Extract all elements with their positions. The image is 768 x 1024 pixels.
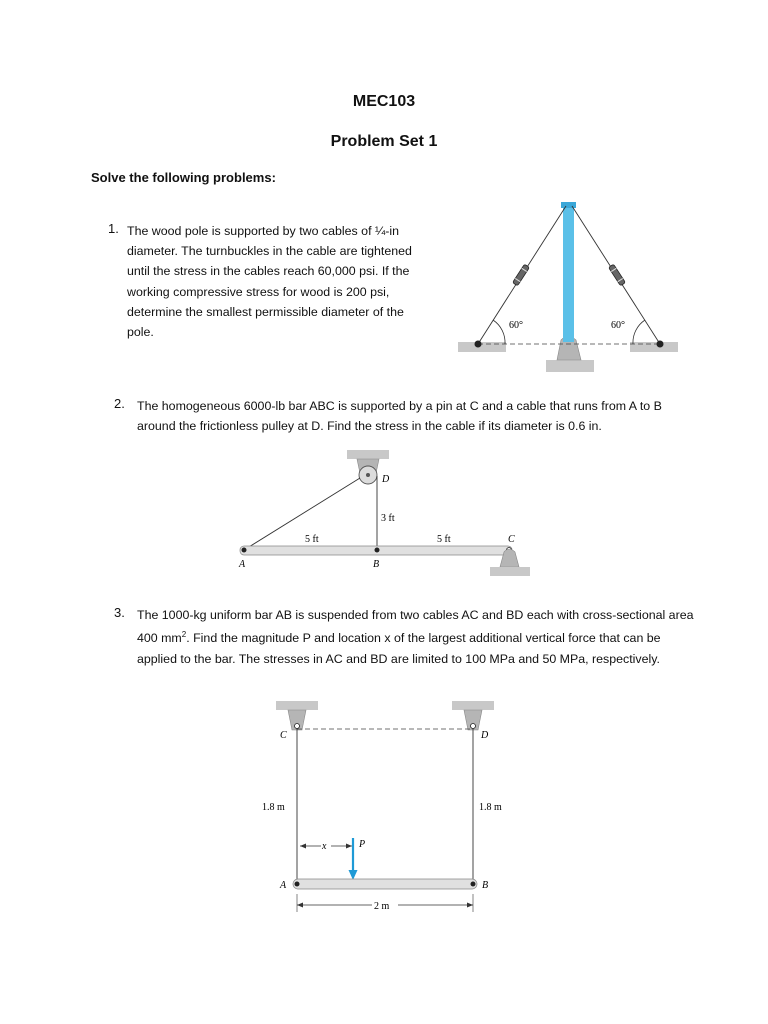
span-label: 2 m	[374, 901, 390, 912]
x-arrow-right	[346, 844, 352, 849]
ceiling-d	[452, 701, 494, 710]
problem-3-text-main: The 1000-kg uniform bar AB is suspended from two cables AC and BD each with cross-sectional area 400 mm	[137, 608, 694, 646]
problem-1-text: The wood pole is supported by two cables of ¼-in diameter. The turnbuckles in the cable are tightened until the stress in the cables reach 60,000 psi. If the working compressive stress for wood is 200 psi, determine the smallest permissible diameter of the pole.	[127, 224, 412, 340]
label-x: x	[322, 841, 327, 852]
label-b3: B	[482, 880, 489, 891]
problem-3-text-sup: 2	[181, 630, 187, 640]
bar-ab	[293, 879, 477, 889]
span-arrow-right	[467, 903, 473, 908]
dim-left: 5 ft	[305, 534, 319, 545]
label-c: C	[508, 534, 515, 545]
angle-label-right: 60°	[611, 320, 625, 331]
label-p: P	[359, 839, 366, 850]
angle-label-left: 60°	[509, 320, 523, 331]
problem-3-number: 3.	[114, 605, 125, 620]
point-b3	[471, 882, 476, 887]
problem-2-text: The homogeneous 6000-lb bar ABC is supported by a pin at C and a cable that runs from A to B around the frictionless pulley at D. Find the stress in the cable if its diameter is 0.6 in.	[137, 399, 662, 434]
span-arrow-left	[297, 903, 303, 908]
label-a: A	[239, 559, 246, 570]
force-p-arrowhead	[349, 870, 358, 880]
label-d: D	[382, 474, 390, 485]
problem-3-text-tail: . Find the magnitude P and location x of the largest additional vertical force that can be applied to the bar. The stresses in AC and BD are limited to 100 MPa and 50 MPa, respectively.	[137, 631, 661, 666]
label-a3: A	[280, 880, 287, 891]
problem-1-number: 1.	[108, 221, 119, 236]
problem-2-number: 2.	[114, 396, 125, 411]
point-a3	[295, 882, 300, 887]
instructions: Solve the following problems:	[91, 170, 276, 185]
dim-right: 5 ft	[437, 534, 451, 545]
ceiling-c	[276, 701, 318, 710]
pin-c	[295, 724, 300, 729]
page-title: Problem Set 1	[330, 133, 438, 150]
label-d3: D	[481, 730, 489, 741]
course-code: MEC103	[352, 93, 416, 110]
dim-height: 3 ft	[381, 513, 395, 524]
len-right: 1.8 m	[479, 802, 502, 813]
x-arrow-left	[300, 844, 306, 849]
len-left: 1.8 m	[262, 802, 285, 813]
label-c3: C	[280, 730, 287, 741]
label-b: B	[373, 559, 380, 570]
pin-d	[471, 724, 476, 729]
